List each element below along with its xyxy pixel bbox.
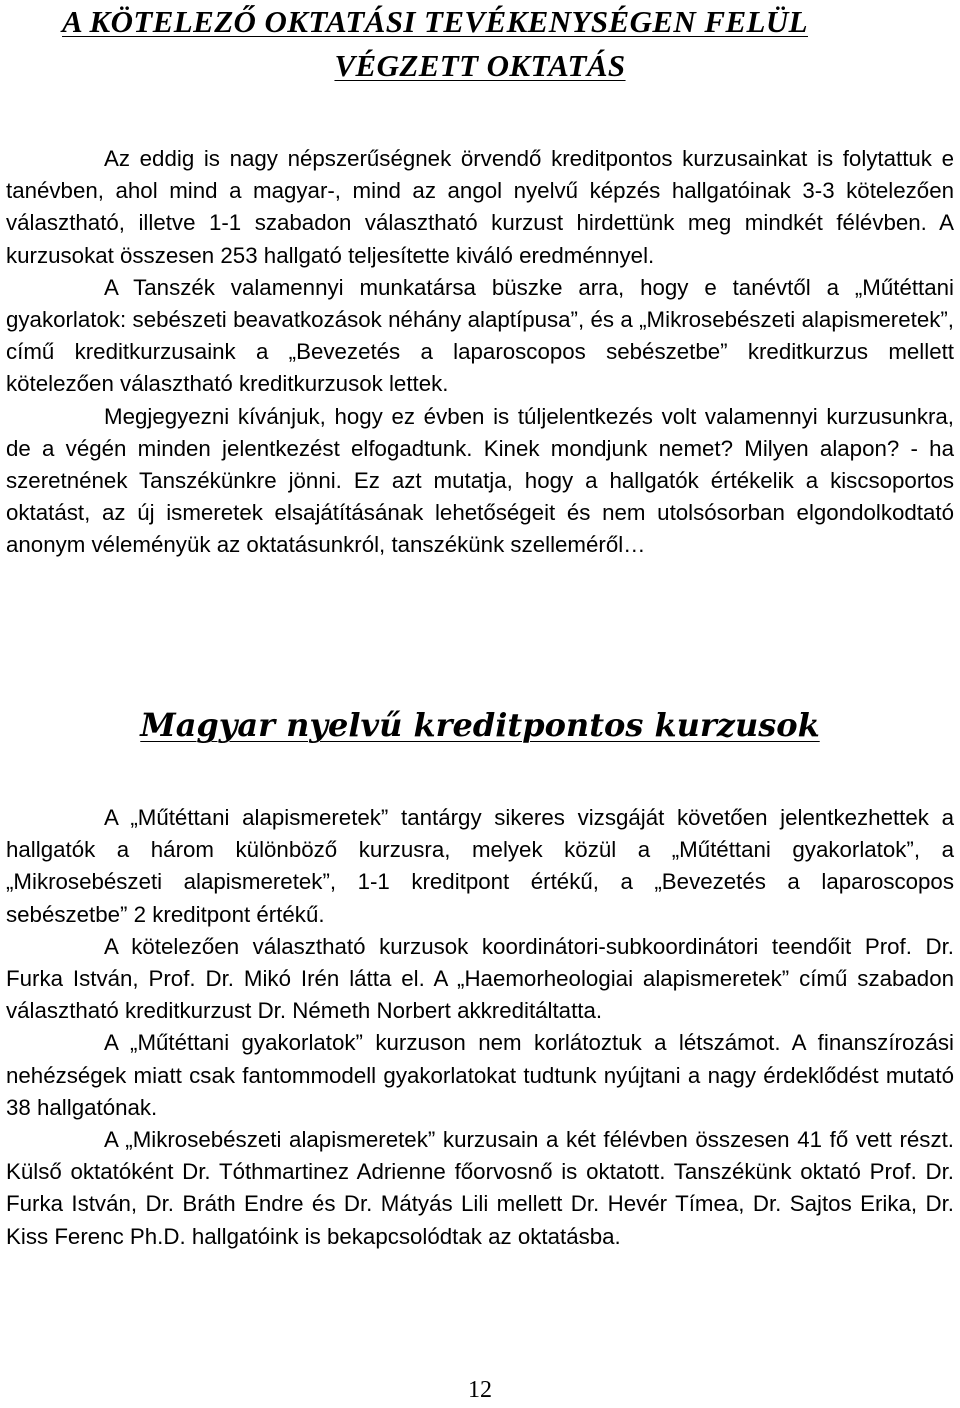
title-line-1: A KÖTELEZŐ OKTATÁSI TEVÉKENYSÉGEN FELÜL (62, 4, 808, 39)
document-page (6, 0, 954, 1408)
intro-paragraph-2: A Tanszék valamennyi munkatársa büszke arra, hogy e tanévtől a „Műtéttani gyakorlatok: sebészeti beavatkozások néhány alaptípusa”, és a „Mikrosebészeti alapismeretek”, című kreditkurzusaink a „Bevezetés a laparoscopos sebészetbe” kreditkurzus mellett kötelezően választható kreditkurzusok lettek. (6, 274, 954, 397)
intro-paragraph-3: Megjegyezni kívánjuk, hogy ez évben is túljelentkezés volt valamennyi kurzusunkra, de a végén minden jelentkezést elfogadtunk. Kinek mondjunk nemet? Milyen alapon? - ha szeretnének Tanszékünkre jönni. Ez azt mutatja, hogy a hallgatók értékelik a kiscsoportos oktatást, az új ismeretek elsajátításának lehetőségeit és nem utolsósorban elgondolkodtató anonym véleményük az oktatásunkról, tanszékünk szelleméről… (6, 403, 954, 558)
section-paragraph-4: A „Mikrosebészeti alapismeretek” kurzusain a két félévben összesen 41 fő vett részt. Külső oktatóként Dr. Tóthmartinez Adrienne főorvosnő is oktatott. Tanszékünk oktató Prof. Dr. Furka István, Dr. Bráth Endre és Dr. Mátyás Lili mellett Dr. Hevér Tímea, Dr. Sajtos Erika, Dr. Kiss Ferenc Ph.D. hallgatóink is bekapcsolódtak az oktatásba. (6, 1127, 954, 1249)
title-line-2: VÉGZETT OKTATÁS (334, 48, 626, 83)
intro-section (6, 143, 954, 562)
section-paragraph-3: A „Műtéttani gyakorlatok” kurzuson nem korlátoztuk a létszámot. A finanszírozási nehézségek miatt csak fantommodell gyakorlatokat tudtunk nyújtani a nagy érdeklődést mutató 38 hallgatónak. (6, 1030, 954, 1120)
section-heading: Magyar nyelvű kreditpontos kurzusok (140, 706, 820, 744)
page-number: 12 (468, 1377, 492, 1403)
page-title (6, 0, 954, 88)
course-section (6, 802, 954, 1253)
intro-paragraph-1: Az eddig is nagy népszerűségnek örvendő kreditpontos kurzusainkat is folytattuk e tanévben, ahol mind a magyar-, mind az angol nyelvű képzés hallgatóinak 3-3 kötelezően választható, illetve 1-1 szabadon választható kurzust hirdettünk meg mindkét félévben. A kurzusokat összesen 253 hallgató teljesítette kiváló eredménnyel. (6, 146, 954, 268)
section-paragraph-1: A „Műtéttani alapismeretek” tantárgy sikeres vizsgáját követően jelentkezhettek a hallgatók a három különböző kurzusra, melyek közül a „Műtéttani gyakorlatok”, a „Mikrosebészeti alapismeretek”, 1-1 kreditpont értékű, a „Bevezetés a laparoscopos sebészetbe” 2 kreditpont értékű. (6, 805, 954, 927)
section-paragraph-2: A kötelezően választható kurzusok koordinátori-subkoordinátori teendőit Prof. Dr. Furka István, Prof. Dr. Mikó Irén látta el. A „Haemorheologiai alapismeretek” című szabadon választható kreditkurzust Dr. Németh Norbert akkreditáltatta. (6, 933, 954, 1024)
